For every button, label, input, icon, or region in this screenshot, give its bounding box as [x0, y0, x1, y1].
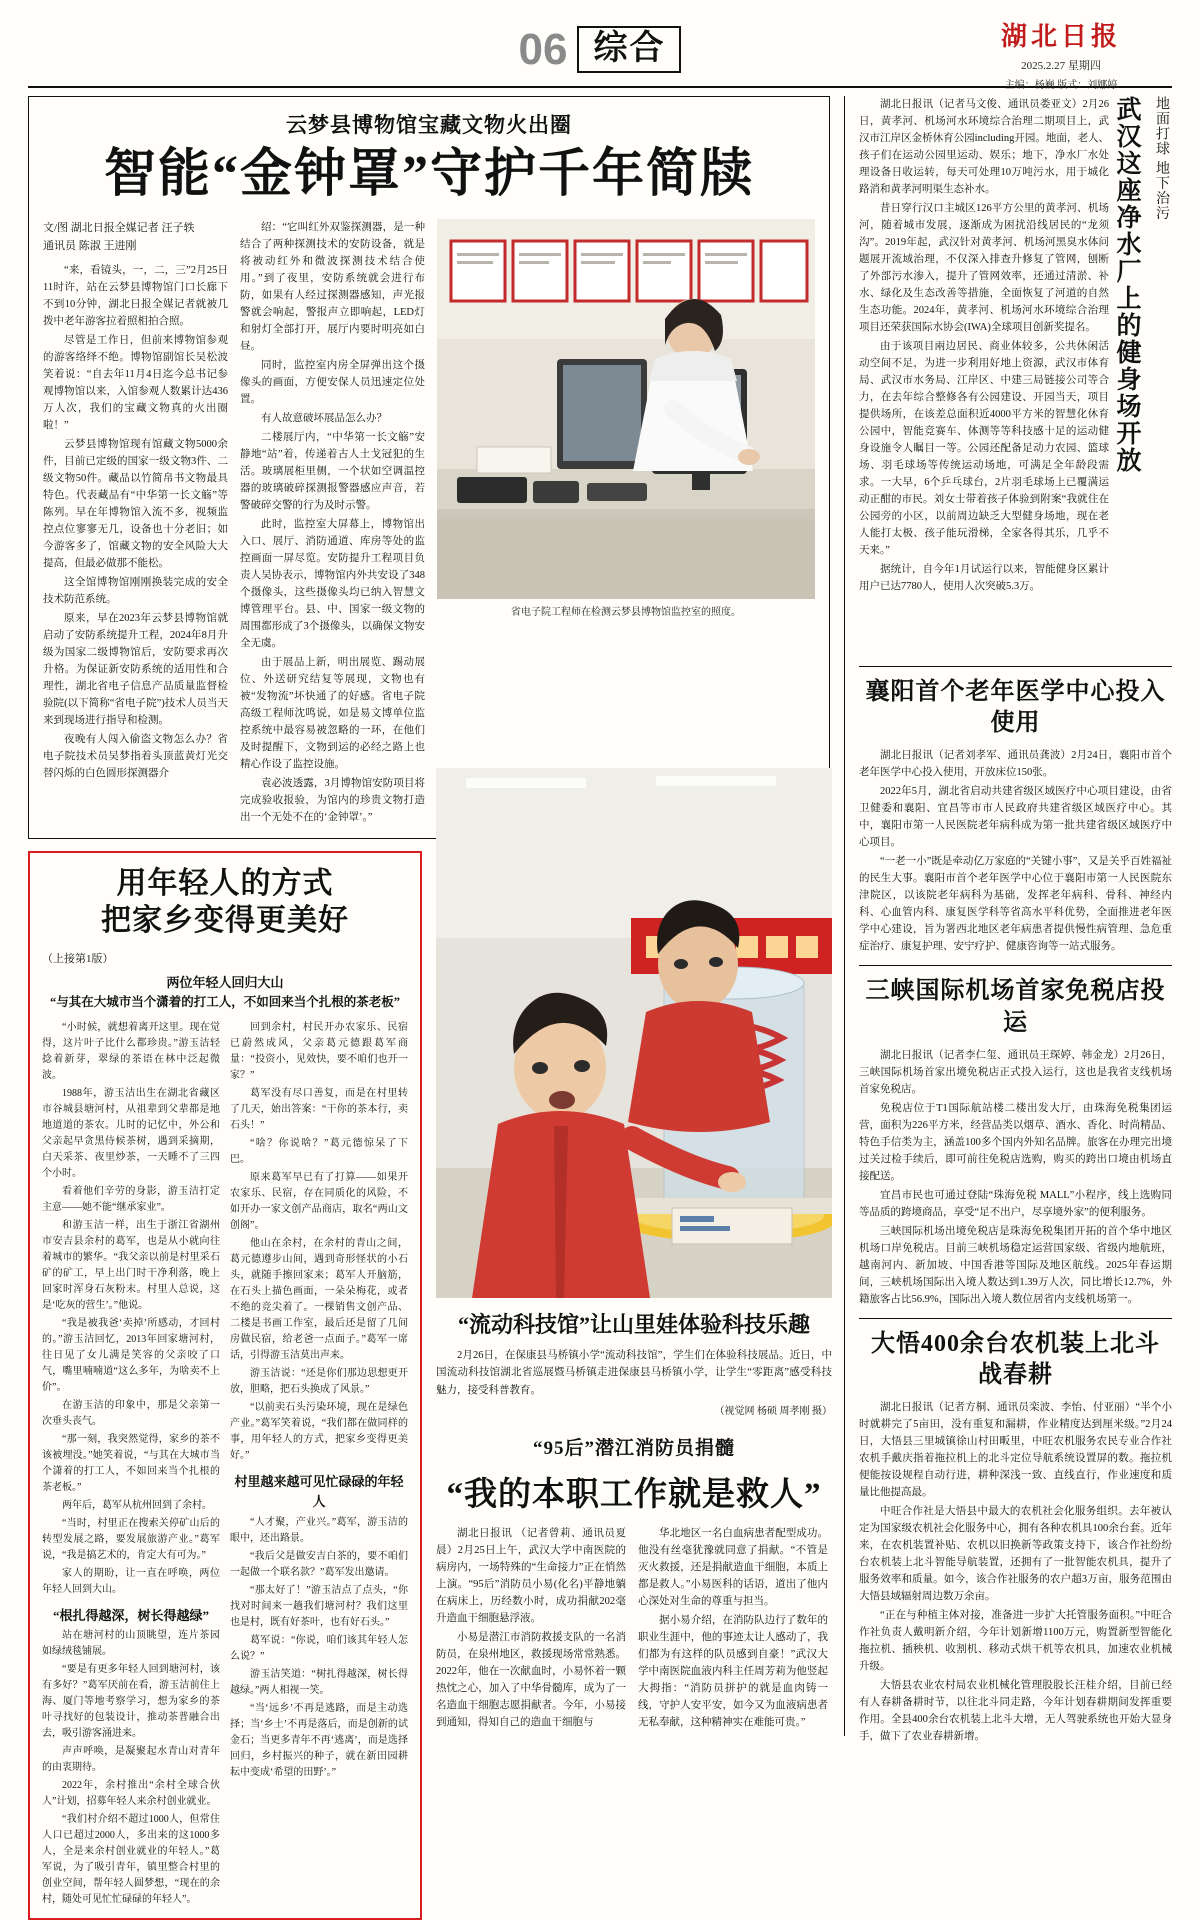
paper-logo: 湖北日报 [1000, 22, 1121, 51]
red-box-body [42, 1020, 408, 1911]
newspaper-page [0, 10, 1200, 1906]
lead-col-2: 绍：“它叫红外双鉴探测器，是一种结合了两种探测技术的安防设备，就是将被动红外和微波探测技术结合使用。”到了夜里，安防系统就会进行布防，如果有人经过探测器感知，声光报警就会响起，警报声立即响起，LED灯和射灯全部打开，展厅内要时明亮如白昼。 同时，监控室内房全屏弹出这个摄像头的画面，方便安保人员迅速定位处置。 有人故意破坏展品怎么办？ 二楼展厅内，“中华第一长文觞”安静地“站”着，传递着古人土戈冠犯的生活。玻璃展柜里侧，一个状如空调温控器的玻璃破碎探测报警器感应声音，若警破碎交警的行为及时示警。 此时，监控室大屏幕上，博物馆出入口、展厅、消防通道、库房等处的监控画面一屏尽览。安防提升工程项目负责人吴协表示，博物馆内外共安设了348个摄像头，这些摄像头均已纳入智慧文博管理平台。县、中、国家一级文物的周围都形成了3个摄像头，以确保文物安全无虞。 由于展品上新，明出展览、踢动展位、外送研究结复等展现，文物也有被“发物流”坏快通了的好感。省电子院高级工程师沈鸣说，如是易文博单位监控系统中最容易被忽略的一环，在他们及时提醒下，文物到运的必经之路上也精心作设了监控设施。 袁必波透露，3月博物馆安防项目将完成验收报验，为馆内的珍贵文物打造出一个无处不在的‘金钟罩’。” [240, 221, 425, 823]
side-article-1-subhead: 地面打球 地下治污 [1154, 96, 1169, 221]
science-lab-title: “流动科技馆”让山里娃体验科技乐趣 [457, 1312, 810, 1337]
lead-headline: 智能“金钟罩”守护千年简牍 [103, 146, 754, 203]
firefighter-body [436, 1525, 832, 1733]
page-content [28, 96, 1172, 1906]
main-column [28, 96, 844, 1906]
side-article-3-headline: 三峡国际机场首家免税店投运 [865, 978, 1166, 1036]
science-lab-body: 2月26日，在保康县马桥镇小学“流动科技馆”，学生们在体验科技展品。近日，中国流动科技馆湖北省巡展暨马桥镇走进保康县马桥镇小学，让学生“零距离”感受科技魅力，接受科普教育。 [436, 1350, 832, 1396]
page-number: 06 [518, 24, 568, 74]
lead-body [43, 219, 815, 828]
side-article-3 [859, 976, 1172, 1307]
section-title: 综合 [577, 26, 681, 73]
lead-photo [437, 219, 815, 599]
masthead-center [519, 10, 682, 73]
side-article-1-body: 湖北日报讯（记者马文俊、通讯员娄亚文）2月26日，黄孝河、机场河水环境综合治理二期项目上，武汉市江岸区金桥休育公园including开园。地面，老人、孩子们在运动公园里运动、娱乐；地下，净水厂水处理设备日收运转，每天可处理10万吨污水，用于城化路消和黄孝河明渠生态补水。 昔日穿行汉口主城区126平方公里的黄孝河、机场河，随着城市发展，逐渐成为困扰沿线居民的“龙须沟”。2019年起，武汉针对黄孝河、机场河黑臭水体问题展开流域治理，不仅深入排查升修复了管网，刨断了外部污水渗入，提升了管网效率，还通过清淤、补水、绿化及生态改善等措施，全面恢复了河道的自然生态功能。2024年，黄孝河、机场河水环境综合治理项目还荣获国际水协会(IWA)全球项目创新奖提名。 由于该项目兩边居民、商业体较多，公共休闲活动空间不足，为进一步利用好地上资源，武汉市体育局、武汉市水务局、江岸区、中建三局链接公司等合力，在去年综合整修各有公园建设、开园当天，项目提供场所，在该差总面积近4000平方米的智慧化休育公园中，智能竞赛车、体测等等科技感十足的运动健身设施令人瞩目一等。公园还配备足动力农园、篮球场、羽毛球场等传统运动场地，可满足全年龄段需求。一大早，6个乒乓球台，2片羽毛球场上已覆满运动正酣的市民。刘女士带着孩子体验到附案“我就住在公园旁的小区，以前周边缺乏大型健身场地，现在老人能打太极、孩子能玩滑梯，全家各得其乐，几乎不天来。” 据统计，自今年1月试运行以来，智能健身区累计用户已达7780人，使用人次突破5.3万。 [859, 99, 1109, 592]
science-lab-credit: （视觉网 杨硕 周孝刚 摄） [714, 1405, 832, 1417]
lead-byline: 文/图 湖北日报全媒记者 汪子轶 通讯员 陈淑 王进刚 [43, 221, 195, 253]
side-article-4-body: 湖北日报讯（记者方桐、通讯员栾波、李怡、付亚丽）“半个小时就耕完了5亩田，没有重复和漏耕，作业精度达到厘米级。”2月24日，大悟县三里城镇徐山村田畈里，中旺农机服务农民专业合作社农机手戴庆指着拖拉机上的北斗定位导航系统设置屏的数。拖拉机便能按设规程自动行进，耕种深浅一致、直线直行，作业速度和质量比他提高最。 中旺合作社是大悟县中最大的农机社会化服务组织。去年被认定为国家级农机社会化服务中心，拥有各种农机具100余台套。近年来，在农机装置补贴、农机以旧换新等政策支持下，该合作社纷纷台农机装上北斗智能导航装置，还拥有了一批智能农机具，提升了服务效率和质量。如今，该合作社服务的农户超3万亩，服务范围由大悟县域辐射周边数万余亩。 “正在与种植主体对接，准备进一步扩大托管服务面积。”中旺合作社负责人戴明新介绍，今年计划新增1100万元，购置新型智能化拖拉机、插秧机、收割机、移动式烘干机等农机具，加速农业机械升级。 大悟县农业农村局农业机械化管理股股长汪桂介绍，目前已经有人春耕备耕时节，以往北斗同走路，今年计划春耕期间发挥重要作用。全县400余台农机装上北斗大增，无人驾驶系统也开始大显身手，做下了农业春耕新增。 [859, 1402, 1172, 1743]
firefighter-article [436, 1433, 832, 1733]
side-article-1 [859, 96, 1172, 656]
mid-bottom-block [436, 768, 832, 1733]
side-article-4-headline: 大悟400余台农机装上北斗战春耕 [871, 1330, 1160, 1388]
lead-photo-caption: 省电子院工程师在检测云梦县博物馆监控室的照度。 [511, 606, 741, 618]
red-box-title: 用年轻人的方式 把家乡变得更美好 [101, 866, 349, 938]
masthead [28, 10, 1172, 91]
divider-2 [859, 965, 1172, 966]
red-box-quote-1: “与其在大城市当个潇着的打工人，不如回来当个扎根的茶老板” [49, 994, 400, 1009]
lead-photo-block [437, 219, 815, 828]
firefighter-headline: “我的本职工作就是救人” [446, 1476, 822, 1513]
red-box-subhead-1: 两位年轻人回归大山 [166, 974, 284, 990]
divider-1 [859, 666, 1172, 667]
divider-3 [859, 1318, 1172, 1319]
lead-article [28, 96, 830, 839]
editor-line: 主编：杨巍 版式：刘娜婷 [1004, 80, 1118, 91]
side-article-2-headline: 襄阳首个老年医学中心投入使用 [865, 679, 1166, 737]
side-article-4 [859, 1329, 1172, 1745]
masthead-right [956, 16, 1166, 91]
firefighter-col-1: 湖北日报讯 （记者曾莉、通讯员夏晨）2月25日上午，武汉大学中南医院的病房内，一场特殊的“生命接力”正在悄然上演。“95后”消防员小易(化名)平静地躺在病床上，历经数小时，成功捐献202毫升造血干细胞悬浮液。 小易是潜江市消防救援支队的一名消防员，在泉州地区，救援现场常常熟悉。2022年，他在一次献血时，小易怀着一颗热忱之心，加入了中华骨髓库，成为了一名造血干细胞志愿捐献者。今年，小易接到通知，得知自己的造血干细胞与 [436, 1527, 626, 1728]
red-boxed-article [28, 851, 422, 1920]
lead-col-1: 文/图 湖北日报全媒记者 汪子轶 通讯员 陈淑 王进刚 “来，看镜头，一，二，三”2月25日11时许，站在云梦县博物馆门口长廊下不到10分钟，湖北日报全媒记者就被几拨中老年游客拉着照相拍合照。 尽管是工作日，但前来博物馆参观的游客络绎不绝。博物馆副馆长吴松波笑着说：“自去年11月4日迄今总书记参观博物馆以来，入馆参观人数累计达436万人次，我们的宝藏文物真的火出圈啦！” 云梦县博物馆现有馆藏文物5000余件，目前已定级的国家一级文物3件、二级文物50件。藏品以竹简帛书文物最具特色。代表藏品有“中华第一长文觞”等陈列。早在年博物馆入流不多，视频监控点位寥寥无几，设备也十分老旧；如今游客多了，馆藏文物的安全风险大大提高，但最必做那不能松。 这全馆博物馆刚刚换装完成的安全技术防范系统。 原来，早在2023年云梦县博物馆就启动了安防系统提升工程，2024年8月升级为国家二级博物馆后，安防要求再次升格。为保证新安防系统的适用性和合理性，湖北省电子信息产品质量监督检验院(以下简称“省电子院”)技术人员当天来到现场进行指导和检测。 夜晚有人闯入偷盗文物怎么办？省电子院技术员吴梦指着头顶蓝黄灯光交替闪烁的白色圆形探测器介 [43, 219, 228, 828]
side-column [844, 96, 1172, 1743]
red-box-subhead-2: “根扎得越深，树长得越绿” [52, 1607, 209, 1623]
lead-kicker: 云梦县博物馆宝藏文物火出圈 [286, 113, 572, 137]
red-box-col-2: 回到余村，村民开办农家乐、民宿已蔚然成风，父亲葛元德跟葛军商量：“投资小，见效快，要不咱们也开一家？” 葛军没有尽口善复，而是在村里转了几天，始出答案：“干你的茶本行，卖石头！” “啥？你说啥？”葛元德惊呆了下巴。 原来葛军早已有了打算——如果开农家乐、民宿，存在同质化的风险，不如开办一家文创产品商店，取名“两山文创阁”。 他山在余村，在余村的青山之间，葛元德遵步山间，遇到奇形怪状的小石头，就随手擦回家来；葛军人开脑筋，在石头上描色画面，一朵朵梅花，或者不绝的竞尖着了。一棵销售文创产品、二楼是书画工作室，最后还是留了几间房做民宿，给老爸一点面子。”葛军一席话，引得游玉洁莫出声来。 游玉洁说：“还是你们那边思想更开放，胆略，把石头换成了风景。” “以前卖石头污染环境，现在是绿色产业。”葛军笑着说，“我们都在做同样的事，用年轻人的方式，把家乡变得更美好。” 村里越来越可见忙碌碌的年轻人 “人才聚，产业兴。”葛军，游玉洁的眼中，还出路景。 “我后父是做安吉白茶的，要不咱们一起做一个联名款？”葛军发出邀请。 “那太好了！”游玉洁点了点头，“你找对时间来一趟我们塘河村？我们这里也是村，既有好茶叶，也有好石头。” 葛军说：“你说，咱们该其年轻人怎么说？” 游玉洁笑道：“树扎得越深，树长得越绿。”两人相视一笑。 “当‘远乡’不再是逃路，而是主动选择；当‘乡土’不再是落后，而是创新的试金石；当更多青年不再‘逃离’，而是选择回归，乡村振兴的种子，就在新田园耕耘中变成‘希望的田野’。” [230, 1021, 408, 1779]
science-lab-photo [436, 768, 832, 1298]
side-article-2 [859, 677, 1172, 955]
side-article-2-body: 湖北日报讯（记者刘孝军、通讯员龚波）2月24日，襄阳市首个老年医学中心投入使用，开放床位150张。 2022年5月，湖北省启动共建省级区域医疗中心项目建设，由省卫健委和襄阳、宜昌等市市人民政府共建省级区域医疗中心。其中，襄阳市第一人民医院老年病科成为第一批共建省级区域医疗中心项目。 “一老一小”既是牵动亿万家庭的“关键小事”，又是关乎百姓福祉的民生大事。襄阳市首个老年医学中心位于襄阳市第一人民医院东津院区，以该院老年病科为基础，发挥老年病科、骨科、神经内科、心血管内科、康复医学科等省高水平科优势，全面推进老年医学中心建设，旨为署西北地区老年病患者提供慢性病管理、急危重症治疗、康复护理、安宁疗护、健康咨询等一站式服务。 [859, 750, 1172, 953]
red-box-subhead-3: 村里越来越可见忙碌碌的年轻人 [234, 1473, 404, 1510]
side-article-3-body: 湖北日报讯（记者李仁玺、通讯员王琛婷、韩金龙）2月26日，三峡国际机场首家出境免税店正式投入运行，这也是我省支线机场首家免税店。 免税店位于T1国际航站楼二楼出发大厅，由珠海免税集团运营，面积为226平方米，经营品类以烟草、酒水、香化、时尚精品、特色手信类为主，涵盖100多个国内外知名品牌。旅客在办理完出境过关过检手续后，即可前往免税店选购，购买的跨出口境由机场直接配送。 宜昌市民也可通过登陆“珠海免税 MALL”小程序，线上选购同等品质的跨境商品，享受“足不出户，尽享境外家”的便利服务。 三峡国际机场出境免税店是珠海免税集团开拓的首个华中地区机场口岸免税店。目前三峡机场稳定运营国家级、省级内地航班，越南河内、新加坡、中国香港等国际及地区航线。2025年春运期间，三峡机场国际出入境人数达到1.39万人次，同比增长12.7%，外籍旅客占比56.9%，国际出入境人数位居省内支线机场第一。 [859, 1049, 1172, 1305]
firefighter-kicker: “95后”潜江消防员捐髓 [532, 1437, 735, 1459]
publish-date: 2025.2.27 星期四 [1021, 60, 1101, 72]
firefighter-col-2: 华北地区一名白血病患者配型成功。他没有丝毫犹豫就同意了捐献。“不管是灭火救援，还是捐献造血干细胞，本质上都是救人。”小易医科的话语，道出了他内心深处对生命的尊重与担当。 据小易介绍，在消防队边行了数年的职业生涯中，他的事迹太让人感动了，我们都为有这样的队员感到自豪！”武汉大学中南医院血液内科主任周芳莉为他竖起大拇指：“消防员拼护的就是血肉铸一线，守护人安平安，如今又为血液病患者无私奉献，这种精神实在难能可贵。” [638, 1527, 828, 1728]
red-box-continuation-note: （上接第1版） [42, 952, 114, 965]
side-article-1-headline: 武汉这座净水厂上的健身场开放 [1113, 96, 1140, 474]
red-box-col-1: “小时候，就想着离开这里。现在觉得，这片叶子比什么都珍贵。”游玉洁轻捻着新芽，翠绿的茶语在林中泛起微波。 1988年，游玉洁出生在湖北省藏区市谷城县塘河村，从祖辈到父辈都是地地道道的茶农。儿时的记忆中，外公和父亲起早贪黑侍候茶树，遇到采摘期，白天采茶、夜里炒茶，一天睡不了三四个小时。 看着他们辛劳的身影，游玉洁打定主意——她不能“继承家业”。 和游玉洁一样，出生于浙江省湖州市安吉县余村的葛军，也是从小就向往着城市的繁华。“我父亲以前是村里采石矿的矿工，早上出门时干净利落，晚上回家时浑身石灰粉末。村里人总说，这是‘吃灰的营生’。”他说。 “我是被我爸‘卖掉’所感动，才回村的。”游玉洁回忆，2013年回家塘河村，往日见了女儿满是笑容的父亲咬了口气，嘴里喃喃道“这么多年，为啥卖不上价”。 在游玉洁的印象中，那是父亲第一次垂头丧气。 “那一刻，我突然觉得，家乡的茶不该被埋没。”她笑着说，“与其在大城市当个潇着的打工人，不如回来当个扎根的茶老板。” 两年后，葛军从杭州回到了余村。 “当时，村里正在搜索关停矿山后的转型发展之路，要发展旅游产业。”葛军说，“我是搞艺术的，肯定大有可为。” 家人的期盼，让一直在呼唤，两位年轻人回到大山。 “根扎得越深，树长得越绿” 站在塘河村的山顶眺望，连片茶园如绿绒毯铺展。 “要是有更多年轻人回到塘河村，该有多好？”葛军厌前在看，游玉洁前住上海、厦门等地考察学习，想为家乡的茶叶寻找好的包装设计，推动茶普融合出去，吸引游客涌进来。 声声呼唤，是凝聚起水青山对青年的由衷期待。 2022年，余村推出“余村全球合伙人”计划，招募年轻人来余村创业就业。 “我们村介绍不超过1000人，但常住人口已超过2000人，多出来的这1000多人，全是来余村创业就业的年轻人。”葛军说，为了吸引青年，镇里整合村里的创业空间，帮年轻人圆梦想，“现在的余村，随处可见忙忙碌碌的年轻人”。 [42, 1021, 220, 1906]
